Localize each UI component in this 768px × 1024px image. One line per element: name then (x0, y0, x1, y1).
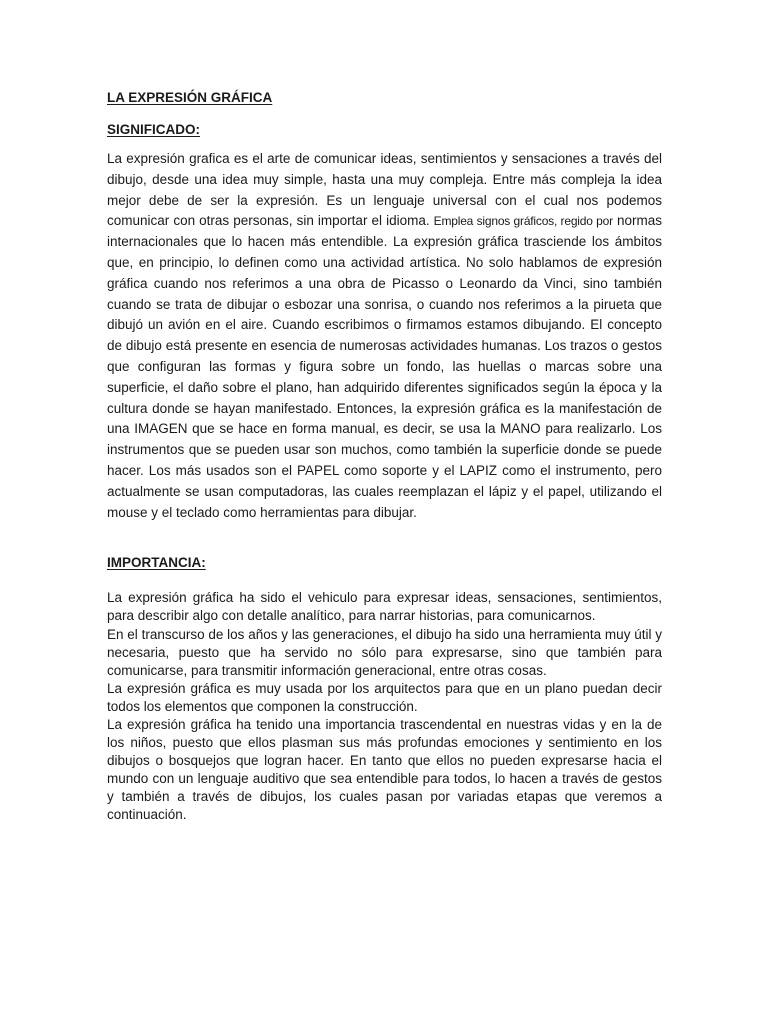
significado-text-part3: normas internacionales que lo hacen más entendible. La expresión gráfica trasciende los ámbitos que, en principio, lo definen como una actividad artística. No solo hablamos de expresión gráfica cuando nos referimos a una obra de Picasso o Leonardo da Vinci, sino también cuando se trata de dibujar o esbozar una sonrisa, o cuando nos referimos a la pirueta que dibujó un avión en el aire. Cuando escribimos o firmamos estamos dibujando. El concepto de dibujo está presente en esencia de numerosas actividades humanas. Los trazos o gestos que configuran las formas y figura sobre un fondo, las huellas o marcas sobre una superficie, el daño sobre el plano, han adquirido diferentes significados según la época y la cultura donde se hayan manifestado. Entonces, la expresión gráfica es la manifestación de una IMAGEN que se hace en forma manual, es decir, se usa la MANO para realizarlo. Los instrumentos que se pueden usar son muchos, como también la superficie donde se puede hacer. Los más usados son el PAPEL como soporte y el LAPIZ como el instrumento, pero actualmente se usan computadoras, las cuales reemplazan el lápiz y el papel, utilizando el mouse y el teclado como herramientas para dibujar. (107, 213, 662, 520)
significado-text-part2: Emplea signos gráficos, regido por (433, 214, 613, 229)
document-title: LA EXPRESIÓN GRÁFICA (107, 90, 273, 105)
importancia-paragraph-1: La expresión gráfica ha sido el vehiculo para expresar ideas, sensaciones, sentimientos, para describir algo con detalle analítico, para narrar historias, para comunicarnos. (107, 590, 662, 624)
importancia-paragraph-4: La expresión gráfica ha tenido una importancia trascendental en nuestras vidas y en la de los niños, puesto que ellos plasman sus más profundas emociones y sentimiento en los dibujos o bosquejos que logran hacer. En tanto que ellos no pueden expresarse hacia el mundo con un lenguaje auditivo que sea entendible para todos, lo hacen a través de gestos y también a través de dibujos, los cuales pasan por variadas etapas que veremos a continuación. (107, 717, 662, 823)
importancia-paragraph-3: La expresión gráfica es muy usada por los arquitectos para que en un plano puedan decir todos los elementos que componen la construcción. (107, 680, 662, 714)
significado-heading: SIGNIFICADO: (107, 122, 200, 137)
significado-text-part1: La expresión grafica es el arte de comunicar ideas, sentimientos y sensaciones a través del dibujo, desde una idea muy simple, hasta una muy compleja. Entre más compleja la idea mejor debe de ser la expresión. Es un lenguaje universal con el cual nos podemos comunicar con otras personas, sin importar el idioma. (107, 151, 662, 229)
importancia-paragraph-2: En el transcurso de los años y las generaciones, el dibujo ha sido una herramienta muy útil y necesaria, puesto que ha servido no sólo para expresarse, sino que también para comunicarse, para transmitir información generacional, entre otras cosas. (107, 626, 662, 678)
importancia-heading: IMPORTANCIA: (107, 555, 206, 571)
document-body (107, 88, 662, 825)
significado-paragraph (107, 149, 662, 523)
